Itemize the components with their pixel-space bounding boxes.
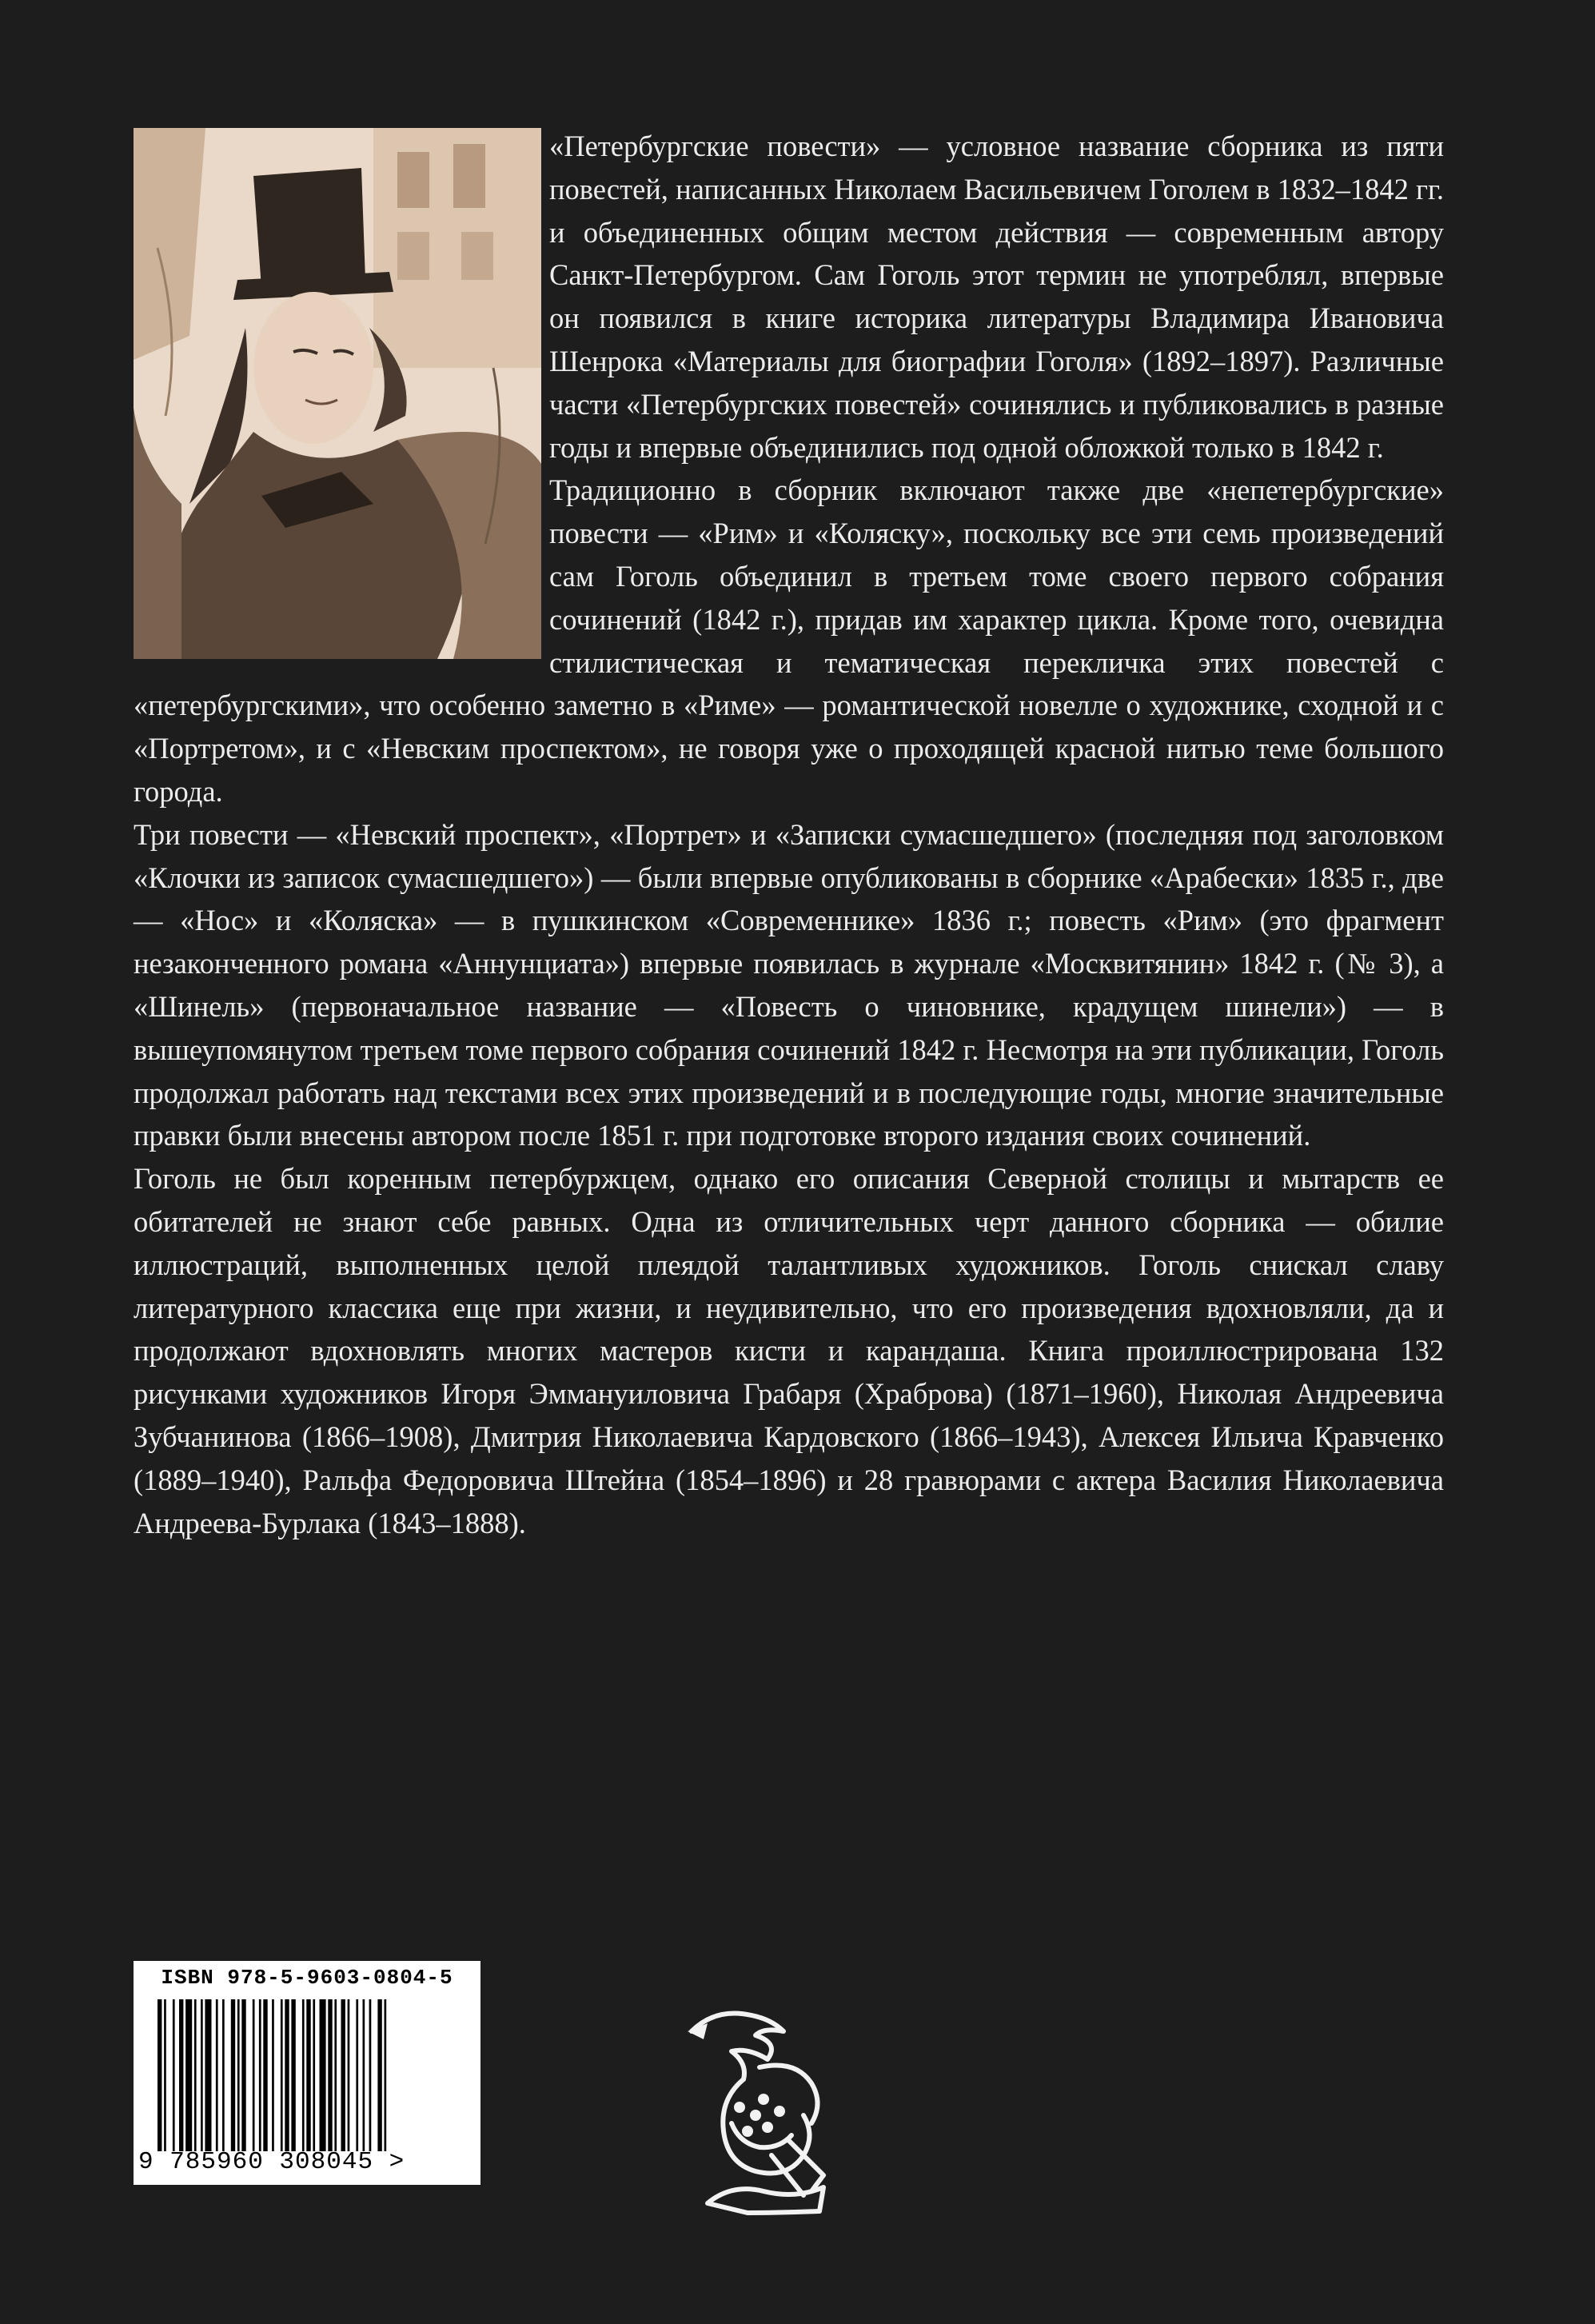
barcode-bar: [306, 1999, 310, 2151]
paragraph-2: Традиционно в сборник включают также две «непетербургские» повести — «Рим» и «Коляску», поскольку все эти семь произведений сам Гоголь объединил в третьем томе своего первого собрания сочинений (1842 г.), придав им характер цикла. Кроме того, очевидна стилистическая и тематическая перекличка этих повестей с «петербургскими», что особенно заметно в «Риме» — романтической новелле о художнике, сходной и с «Портретом», и с «Невским проспектом», не говоря уже о проходящей красной нитью теме большого города.: [134, 473, 1444, 808]
barcode-bar: [259, 1999, 261, 2151]
barcode-bar: [241, 1999, 245, 2151]
paragraph-3: Три повести — «Невский проспект», «Портрет» и «Записки сумасшедшего» (последняя под заголовком «Клочки из записок сумасшедшего») — были впервые опубликованы в сборнике «Арабески» 1835 г., две — «Нос» и «Коляска» — в пушкинском «Современнике» 1836 г.; повесть «Рим» (это фрагмент незаконченного романа «Аннунциата») впервые появилась в журнале «Москвитянин» 1842 г. (№ 3), а «Шинель» (первоначальное название — «Повесть о чиновнике, крадущем шинели») — в вышеупомянутом третьем томе первого собрания сочинений 1842 г. Несмотря на эти публикации, Гоголь продолжал работать над текстами всех этих произведений и в последующие годы, многие значительные правки были внесены автором после 1851 г. при подготовке второго издания своих сочинений.: [134, 817, 1444, 1152]
barcode-bar: [320, 1999, 326, 2151]
barcode-bar: [302, 1999, 305, 2151]
barcode-bar: [173, 1999, 175, 2151]
barcode-bar: [281, 1999, 283, 2151]
barcode-bar: [285, 1999, 289, 2151]
barcode-bar: [237, 1999, 240, 2151]
barcode-bar: [291, 1999, 295, 2151]
barcode-bar: [369, 1999, 372, 2151]
barcode-bar: [356, 1999, 358, 2151]
barcode-bar: [253, 1999, 255, 2151]
barcode-bar: [216, 1999, 218, 2151]
isbn-barcode-block: [134, 1961, 480, 2185]
paragraph-4: Гоголь не был коренным петербуржцем, однако его описания Северной столицы и мытарств ее обитателей не знают себе равных. Одна из отличительных черт данного сборника — обилие иллюстраций, выполненных целой плеядой талантливых художников. Гоголь снискал славу литературного классика еще при жизни, и неудивительно, что его произведения вдохновляли, да и продолжают вдохновлять многих мастеров кисти и карандаша. Книга проиллюстрирована 132 рисунками художников Игоря Эммануиловича Грабаря (Храброва) (1871–1960), Николая Андреевича Зубчанинова (1866–1908), Дмитрия Николаевича Кардовского (1866–1943), Алексея Ильича Кравченко (1889–1940), Ральфа Федоровича Штейна (1854–1896) и 28 гравюрами с актера Василия Николаевича Андреева-Бурлака (1843–1888).: [134, 1162, 1444, 1539]
barcode-bar: [334, 1999, 337, 2151]
barcode-bar: [179, 1999, 183, 2151]
barcode-bar: [385, 1999, 387, 2151]
barcode-bar: [313, 1999, 315, 2151]
barcode-bar: [348, 1999, 350, 2151]
barcode-bar: [328, 1999, 332, 2151]
barcode-bar: [377, 1999, 381, 2151]
barcode: [158, 1999, 474, 2151]
paragraph-1: «Петербургские повести» — условное название сборника из пяти повестей, написанных Николаем Васильевичем Гоголем в 1832–1842 гг. и объединенных общим местом действия — современным автору Санкт-Петербургом. Сам Гоголь этот термин не употреблял, впервые он появился в книге историка литературы Владимира Ивановича Шенрока «Материалы для биографии Гоголя» (1892–1897). Различные части «Петербургских повестей» сочинялись и публиковались в разные годы и впервые объединились под одной обложкой только в 1842 г.: [549, 130, 1444, 464]
dragon-emblem-icon: [684, 2003, 831, 2219]
barcode-bar: [164, 1999, 166, 2151]
barcode-bar: [231, 1999, 235, 2151]
isbn-label: ISBN 978-5-9603-0804-5: [161, 1966, 453, 1990]
barcode-digits: 9 785960 308045 >: [138, 2148, 405, 2176]
barcode-bar: [201, 1999, 203, 2151]
barcode-bar: [363, 1999, 365, 2151]
barcode-bar: [272, 1999, 274, 2151]
barcode-bar: [222, 1999, 225, 2151]
back-cover-text: [134, 125, 1444, 1544]
barcode-bar: [194, 1999, 197, 2151]
barcode-bar: [341, 1999, 345, 2151]
barcode-bar: [263, 1999, 267, 2151]
barcode-bar: [205, 1999, 211, 2151]
barcode-bar: [158, 1999, 161, 2151]
barcode-bar: [185, 1999, 192, 2151]
